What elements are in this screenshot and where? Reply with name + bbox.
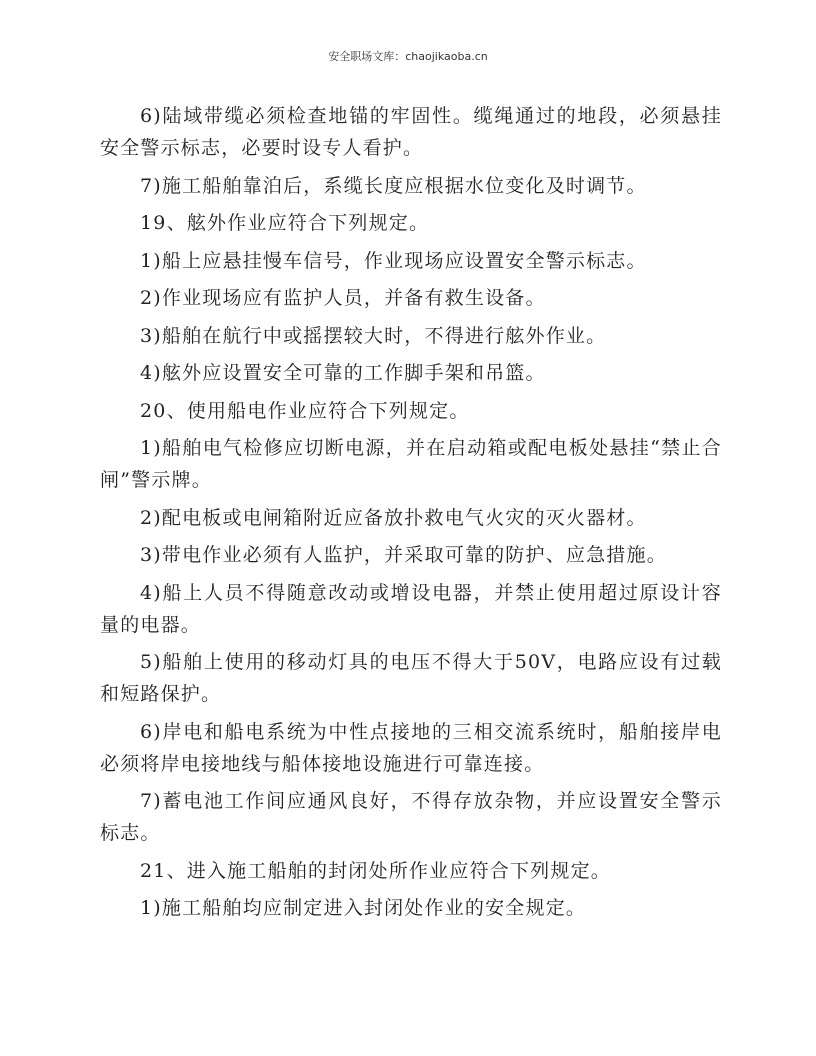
paragraph: 6)岸电和船电系统为中性点接地的三相交流系统时，船舶接岸电必须将岸电接地线与船体接地设施进行可靠连接。 — [100, 720, 722, 775]
paragraph: 7)蓄电池工作间应通风良好，不得存放杂物，并应设置安全警示标志。 — [100, 790, 722, 844]
paragraph: 3)船舶在航行中或摇摆较大时，不得进行舷外作业。 — [140, 324, 607, 347]
section-heading: 19、舷外作业应符合下列规定。 — [140, 212, 430, 234]
paragraph: 1)船舶电气检修应切断电源，并在启动箱或配电板处悬挂“禁止合闸”警示牌。 — [100, 437, 722, 491]
paragraph: 2)配电板或电闸箱附近应备放扑救电气火灾的灭火器材。 — [140, 506, 647, 529]
paragraph: 5)船舶上使用的移动灯具的电压不得大于50V，电路应设有过载和短路保护。 — [100, 651, 722, 705]
paragraph: 6)陆域带缆必须检查地锚的牢固性。缆绳通过的地段，必须悬挂安全警示标志，必要时设专人看护。 — [100, 105, 722, 159]
paragraph: 1)施工船舶均应制定进入封闭处作业的安全规定。 — [140, 897, 587, 919]
document-body — [100, 100, 722, 930]
paragraph: 7)施工船舶靠泊后，系缆长度应根据水位变化及时调节。 — [140, 174, 647, 197]
section-heading: 20、使用船电作业应符合下列规定。 — [140, 399, 470, 422]
paragraph: 4)舷外应设置安全可靠的工作脚手架和吊篮。 — [140, 362, 546, 384]
page-header: 安全职场文库：chaojikaoba.cn — [328, 50, 488, 63]
paragraph: 1)船上应悬挂慢车信号，作业现场应设置安全警示标志。 — [140, 249, 647, 272]
section-heading: 21、进入施工船舶的封闭处所作业应符合下列规定。 — [140, 859, 611, 882]
paragraph: 2)作业现场应有监护人员，并备有救生设备。 — [140, 287, 546, 309]
paragraph: 4)船上人员不得随意改动或增设电器，并禁止使用超过原设计容量的电器。 — [100, 581, 722, 636]
paragraph: 3)带电作业必须有人监护，并采取可靠的防护、应急措施。 — [140, 544, 667, 566]
